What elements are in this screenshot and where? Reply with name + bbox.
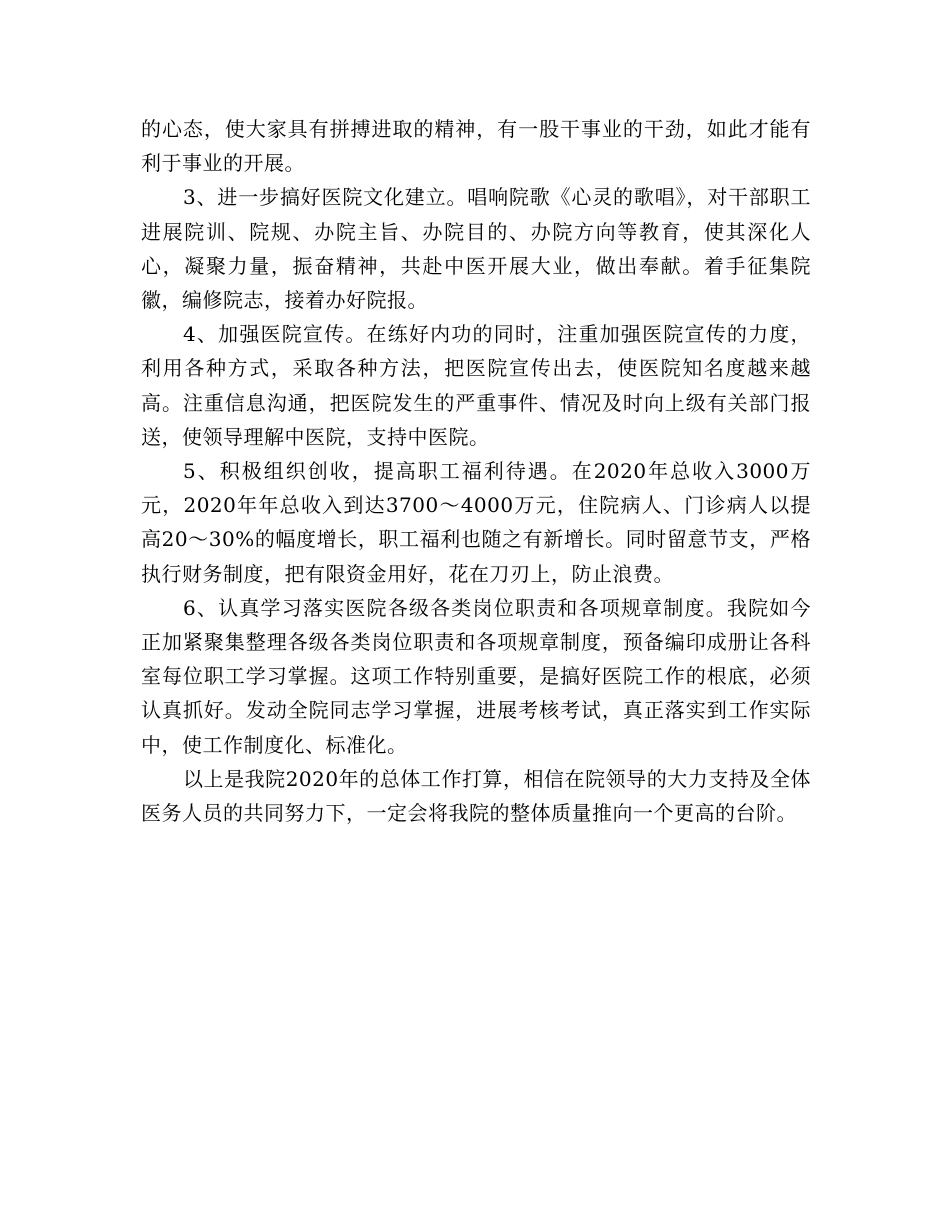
- paragraph-item-6-regulations: 6、认真学习落实医院各级各类岗位职责和各项规章制度。我院如今正加紧聚集整理各级各类岗位职责和各项规章制度，预备编印成册让各科室每位职工学习掌握。这项工作特别重要，是搞好医院工作的根底，必须认真抓好。发动全院同志学习掌握，进展考核考试，真正落实到工作实际中，使工作制度化、标准化。: [141, 595, 811, 757]
- paragraph-item-4-publicity: 4、加强医院宣传。在练好内功的同时，注重加强医院宣传的力度，利用各种方式，采取各种方法，把医院宣传出去，使医院知名度越来越高。注重信息沟通，把医院发生的严重事件、情况及时向上级有关部门报送，使领导理解中医院，支持中医院。: [141, 322, 811, 449]
- document-body: [141, 112, 811, 830]
- paragraph-conclusion: 以上是我院2020年的总体工作打算，相信在院领导的大力支持及全体医务人员的共同努力下，一定会将我院的整体质量推向一个更高的台阶。: [141, 766, 811, 826]
- paragraph-item-5-income: 5、积极组织创收，提高职工福利待遇。在2020年总收入3000万元，2020年年总收入到达3700～4000万元，住院病人、门诊病人以提高20～30%的幅度增长，职工福利也随之有新增长。同时留意节支，严格执行财务制度，把有限资金用好，花在刀刃上，防止浪费。: [141, 459, 811, 586]
- paragraph-continuation: 的心态，使大家具有拼搏进取的精神，有一股干事业的干劲，如此才能有利于事业的开展。: [141, 117, 811, 176]
- paragraph-item-3-culture: 3、进一步搞好医院文化建立。唱响院歌《心灵的歌唱》，对干部职工进展院训、院规、办院主旨、办院目的、办院方向等教育，使其深化人心，凝聚力量，振奋精神，共赴中医开展大业，做出奉献。着手征集院徽，编修院志，接着办好院报。: [141, 185, 811, 313]
